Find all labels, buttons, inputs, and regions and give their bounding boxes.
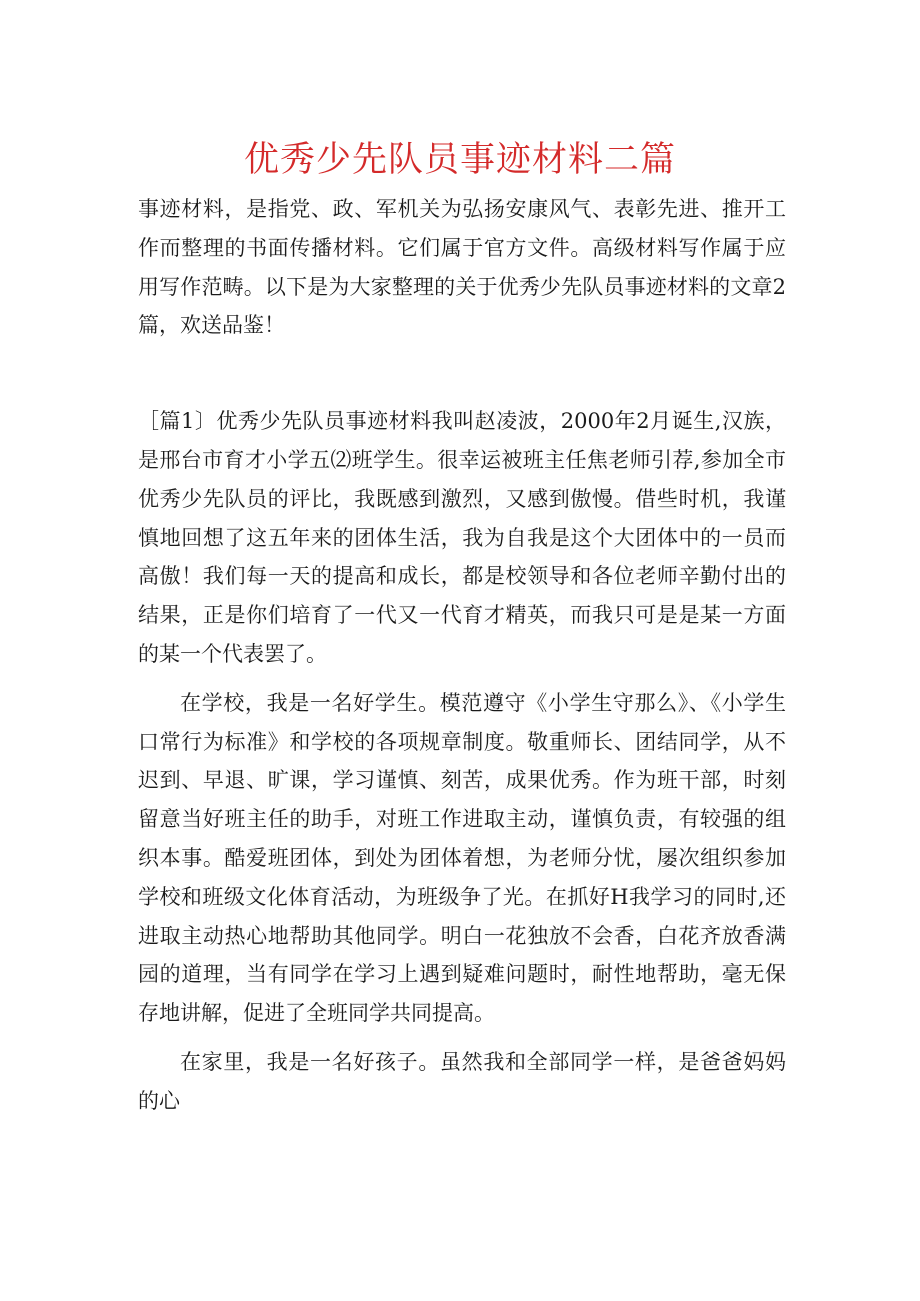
document-title: 优秀少先队员事迹材料二篇 <box>243 140 676 180</box>
article-paragraph-3: 在家里，我是一名好孩子。虽然我和全部同学一样，是爸爸妈妈的心 <box>138 1049 786 1113</box>
section-spacer <box>138 345 786 402</box>
paragraph-spacer <box>138 674 786 684</box>
article-paragraph-1: ［篇1〕优秀少先队员事迹材料我叫赵凌波，2000年2月诞生,汉族，是邢台市育才小学五⑵班学生。很幸运被班主任焦老师引荐,参加全市优秀少先队员的评比，我既感到激烈，又感到傲慢。借些时机，我谨慎地回想了这五年来的团体生活，我为自我是这个大团体中的一员而高傲！我们每一天的提高和成长，都是校领导和各位老师辛勤付出的结果，正是你们培育了一代又一代育才精英，而我只可是是某一方面的某一个代表罢了。 <box>138 409 786 666</box>
document-body <box>138 190 786 1121</box>
article-paragraph-2: 在学校，我是一名好学生。模范遵守《小学生守那么》、《小学生口常行为标准》和学校的各项规章制度。敬重师长、团结同学，从不迟到、早退、旷课，学习谨慎、刻苦，成果优秀。作为班干部，时刻留意当好班主任的助手，对班工作进取主动，谨慎负责，有较强的组织本事。酷爱班团体，到处为团体着想，为老师分忧，屡次组织参加学校和班级文化体育活动，为班级争了光。在抓好H我学习的同时,还进取主动热心地帮助其他同学。明白一花独放不会香，白花齐放香满园的道理，当有同学在学习上遇到疑难问题时，耐性地帮助，毫无保存地讲解，促进了全班同学共同提高。 <box>138 690 786 1026</box>
paragraph-spacer <box>138 1033 786 1043</box>
intro-paragraph: 事迹材料，是指党、政、军机关为弘扬安康风气、表彰先进、推开工作而整理的书面传播材料。它们属于官方文件。高级材料写作属于应用写作范畴。以下是为大家整理的关于优秀少先队员事迹材料的文章2篇，欢送品鉴！ <box>138 197 786 338</box>
